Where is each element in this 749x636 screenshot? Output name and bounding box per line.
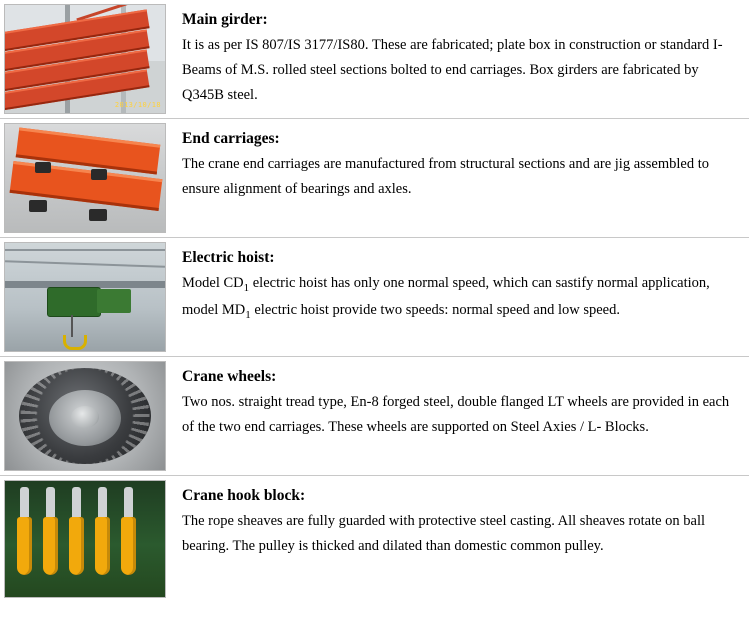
item-description: The rope sheaves are fully guarded with protective steel casting. All sheaves rotate on ball bearing. The pulley is thicked and dilated than domestic common pulley. [182, 513, 706, 555]
text-cell [178, 119, 749, 238]
desc-part: electric hoist has only one normal speed, which can sastify normal application, model MD [182, 275, 710, 319]
text-cell [178, 357, 749, 476]
text-cell [178, 238, 749, 357]
image-cell [0, 238, 178, 357]
photo-detail [69, 517, 84, 575]
photo-detail [5, 249, 165, 251]
desc-part: Model CD [182, 275, 244, 292]
photo-detail [5, 260, 165, 268]
image-cell [0, 357, 178, 476]
photo-detail [35, 162, 51, 173]
desc-subscript: 1 [245, 308, 251, 321]
electric-hoist-photo [4, 242, 166, 352]
item-description: The crane end carriages are manufactured from structural sections and are jig assembled to ensure alignment of bearings and axles. [182, 156, 709, 198]
item-title: End carriages: [182, 130, 280, 147]
photo-detail [71, 406, 99, 428]
photo-detail [29, 200, 47, 212]
table-row [0, 357, 749, 476]
image-cell [0, 119, 178, 238]
item-description: It is as per IS 807/IS 3177/IS80. These are fabricated; plate box in construction or standard I-Beams of M.S. rolled steel sections bolted to end carriages. Box girders are fabricated by Q345B steel. [182, 37, 723, 104]
photo-detail [98, 487, 107, 521]
item-title: Main girder: [182, 11, 268, 28]
end-carriages-photo [4, 123, 166, 233]
main-girder-photo [4, 4, 166, 114]
item-title: Crane wheels: [182, 368, 277, 385]
photo-detail [63, 335, 87, 350]
photo-detail [43, 517, 58, 575]
photo-detail [17, 517, 32, 575]
crane-hook-block-photo [4, 480, 166, 598]
photo-detail [46, 487, 55, 521]
photo-detail [97, 289, 131, 313]
table-row [0, 476, 749, 603]
photo-detail [47, 287, 101, 317]
desc-part: electric hoist provide two speeds: normal speed and low speed. [250, 302, 620, 319]
photo-detail [121, 517, 136, 575]
item-title: Electric hoist: [182, 249, 275, 266]
table-row [0, 0, 749, 119]
text-cell [178, 0, 749, 119]
text-cell [178, 476, 749, 603]
item-title: Crane hook block: [182, 487, 306, 504]
item-description [182, 271, 735, 325]
photo-detail [124, 487, 133, 521]
item-description: Two nos. straight tread type, En-8 forged steel, double flanged LT wheels are provided in each of the two end carriages. These wheels are supported on Steel Axies / L- Blocks. [182, 394, 730, 436]
table-row [0, 119, 749, 238]
desc-subscript: 1 [243, 282, 250, 295]
photo-detail [89, 209, 107, 221]
image-cell [0, 0, 178, 119]
photo-detail [20, 487, 29, 521]
photo-detail [71, 315, 73, 337]
image-cell [0, 476, 178, 603]
photo-detail [95, 517, 110, 575]
crane-wheels-photo [4, 361, 166, 471]
photo-timestamp: 2013/10/18 [114, 101, 161, 109]
photo-detail [72, 487, 81, 521]
table-row [0, 238, 749, 357]
photo-detail [91, 169, 107, 180]
